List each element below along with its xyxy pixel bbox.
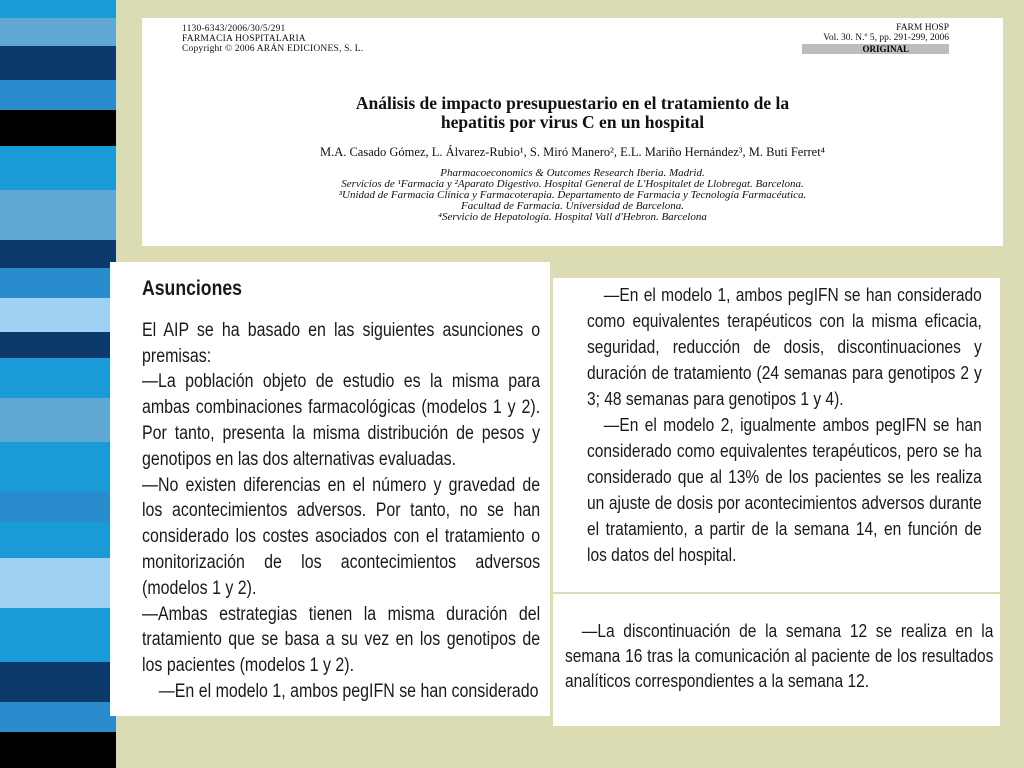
affiliation: Facultad de Farmacia. Universidad de Barcelona. xyxy=(461,200,684,212)
journal-meta-left xyxy=(182,24,363,54)
journal-name: FARMACIA HOSPITALARIA xyxy=(182,34,306,44)
stripe-band xyxy=(0,662,116,702)
journal-meta-right xyxy=(802,23,949,54)
decorative-stripe xyxy=(0,0,116,768)
stripe-band xyxy=(0,522,116,558)
stripe-band xyxy=(0,442,116,492)
stripe-band xyxy=(0,332,116,358)
article-title xyxy=(142,94,1003,132)
copyright: Copyright © 2006 ARÁN EDICIONES, S. L. xyxy=(182,44,364,54)
stripe-band xyxy=(0,146,116,190)
stripe-band xyxy=(0,110,116,146)
cut-off-line: —En el modelo 1, ambos pegIFN se han considerado xyxy=(158,680,539,702)
title-line-2: hepatitis por virus C en un hospital xyxy=(440,112,705,132)
section-heading: Asunciones xyxy=(142,277,242,300)
stripe-band xyxy=(0,268,116,298)
left-column-text xyxy=(142,276,540,705)
stripe-band xyxy=(0,358,116,398)
affiliation: ³Unidad de Farmacia Clínica y Farmacoterapia. Departamento de Farmacia y Tecnología Farmacéutica. xyxy=(338,189,807,201)
stripe-band xyxy=(0,702,116,732)
stripe-band xyxy=(0,190,116,240)
stripe-band xyxy=(0,240,116,268)
right-bottom-text-panel xyxy=(553,594,1000,726)
journal-short: FARM HOSP xyxy=(896,23,949,33)
affiliation: Servicios de ¹Farmacia y ²Aparato Digestivo. Hospital General de L'Hospitalet de Llobregat. Barcelona. xyxy=(341,178,804,190)
right-column-text xyxy=(587,282,982,568)
article-header-panel xyxy=(142,18,1003,246)
stripe-band xyxy=(0,492,116,522)
left-text-panel xyxy=(110,262,550,716)
paragraph: —La discontinuación de la semana 12 se realiza en la semana 16 tras la comunicación al paciente de los resultados analíticos correspondientes a la semana 12. xyxy=(565,620,994,691)
right-bottom-text xyxy=(565,618,993,693)
affiliations xyxy=(142,168,1003,223)
stripe-band xyxy=(0,0,116,18)
paragraph: —En el modelo 1, ambos pegIFN se han considerado como equivalentes terapéuticos con la misma eficacia, seguridad, reducción de dosis, discontinuaciones y duración de tratamiento (24 semanas para genotipos 2 y 3; 48 semanas para genotipos 1 y 4). xyxy=(587,284,982,409)
paragraph: El AIP se ha basado en las siguientes asunciones o premisas: xyxy=(142,319,541,367)
stripe-band xyxy=(0,608,116,662)
paragraph: —En el modelo 2, igualmente ambos pegIFN se han considerado como equivalentes terapéuticos, pero se ha considerado que al 13% de los pacientes se les realiza un ajuste de dosis por acontecimientos adversos durante el tratamiento, a partir de la semana 14, en función de los datos del hospital. xyxy=(587,414,982,565)
right-top-text-panel xyxy=(553,278,1000,592)
stripe-band xyxy=(0,18,116,46)
volume-info: Vol. 30. N.º 5, pp. 291-299, 2006 xyxy=(823,33,949,43)
paragraph: —No existen diferencias en el número y gravedad de los acontecimientos adversos. Por tanto, no se han considerado los costes asociados con el tratamiento o monitorización de los acontecimientos adversos (modelos 1 y 2). xyxy=(142,474,541,599)
section-badge: ORIGINAL xyxy=(802,44,949,54)
stripe-band xyxy=(0,46,116,80)
stripe-band xyxy=(0,732,116,768)
stripe-band xyxy=(0,398,116,442)
affiliation: ⁴Servicio de Hepatología. Hospital Vall d'Hebron. Barcelona xyxy=(438,211,707,223)
paragraph: —La población objeto de estudio es la misma para ambas combinaciones farmacológicas (modelos 1 y 2). Por tanto, presenta la misma distribución de pesos y genotipos en las dos alternativas evaluadas. xyxy=(142,371,541,470)
stripe-band xyxy=(0,80,116,110)
paragraph: —Ambas estrategias tienen la misma duración del tratamiento que se basa a su vez en los genotipos de los pacientes (modelos 1 y 2). xyxy=(142,603,541,677)
stripe-band xyxy=(0,298,116,332)
affiliation: Pharmacoeconomics & Outcomes Research Iberia. Madrid. xyxy=(440,167,705,179)
title-line-1: Análisis de impacto presupuestario en el tratamiento de la xyxy=(355,93,790,113)
stripe-band xyxy=(0,558,116,608)
issn: 1130-6343/2006/30/5/291 xyxy=(182,24,286,34)
authors: M.A. Casado Gómez, L. Álvarez-Rubio¹, S. Miró Manero², E.L. Mariño Hernández³, M. Buti Ferret⁴ xyxy=(319,145,826,159)
